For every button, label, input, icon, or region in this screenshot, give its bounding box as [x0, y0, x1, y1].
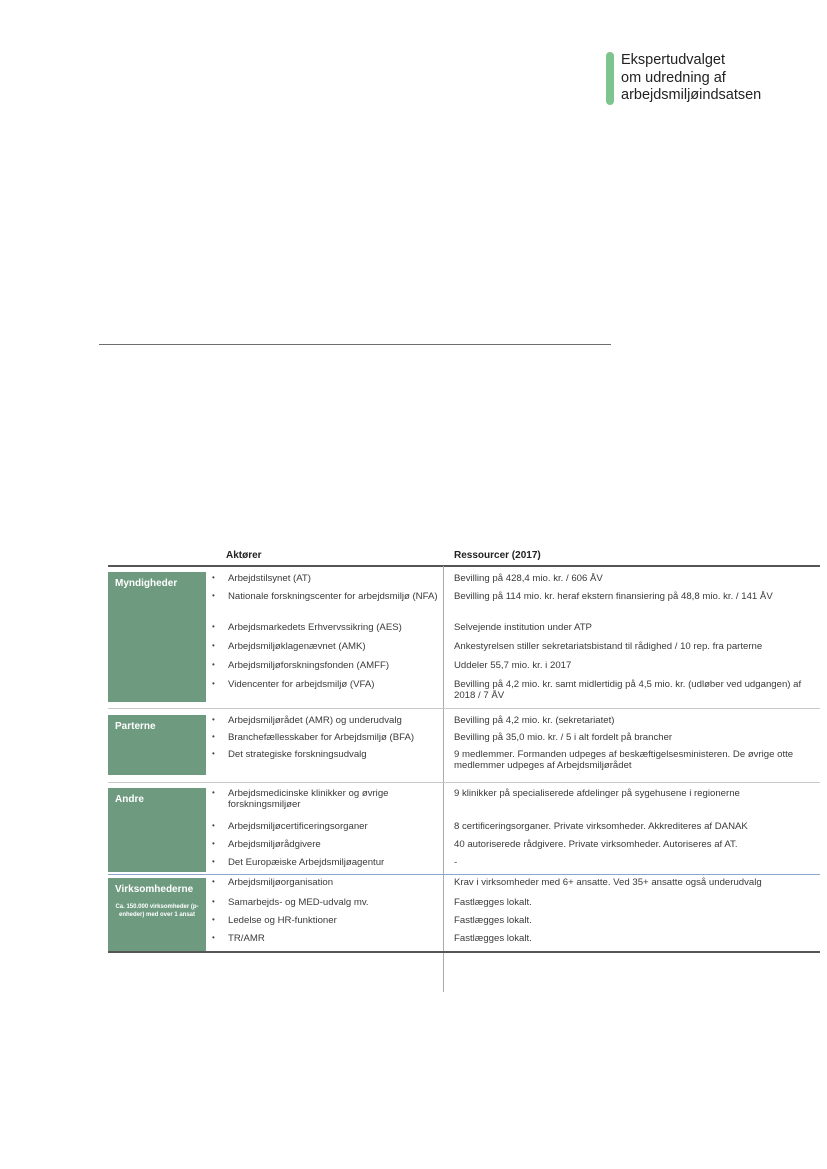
actor-cell: Arbejdstilsynet (AT) — [228, 573, 311, 584]
bullet-icon: • — [212, 660, 215, 669]
group-label-text: Myndigheder — [115, 578, 178, 589]
bullet-icon: • — [212, 897, 215, 906]
actor-cell: Samarbejds- og MED-udvalg mv. — [228, 897, 369, 908]
resource-cell: Bevilling på 4,2 mio. kr. (sekretariatet) — [454, 715, 615, 726]
group-label — [108, 788, 206, 872]
actor-cell: Arbejdsmedicinske klinikker og øvrige forskningsmiljøer — [228, 788, 389, 810]
group-label-text: Andre — [115, 794, 144, 805]
resource-cell: Ankestyrelsen stiller sekretariatsbistand til rådighed / 10 rep. fra parterne — [454, 641, 763, 652]
table-top-rule — [108, 565, 820, 567]
column-header-actors: Aktører — [226, 550, 262, 561]
bullet-icon: • — [212, 715, 215, 724]
bullet-icon: • — [212, 915, 215, 924]
brand-line-3: arbejdsmiljøindsatsen — [621, 87, 762, 103]
resource-cell: Uddeler 55,7 mio. kr. i 2017 — [454, 660, 572, 671]
actor-cell: Arbejdsmiljøcertificeringsorganer — [228, 821, 368, 832]
resource-cell: Fastlægges lokalt. — [454, 933, 532, 944]
bullet-icon: • — [212, 839, 215, 848]
column-header-resources: Ressourcer (2017) — [454, 550, 541, 561]
actor-cell: Det Europæiske Arbejdsmiljøagentur — [228, 857, 385, 868]
bullet-icon: • — [212, 857, 215, 866]
actor-cell: Arbejdsmiljørådet (AMR) og underudvalg — [228, 715, 402, 726]
resource-cell: 9 klinikker på specialiserede afdelinger på sygehusene i regionerne — [454, 788, 740, 799]
brand-line-1: Ekspertudvalget — [621, 52, 725, 68]
resource-cell: 8 certificeringsorganer. Private virksomheder. Akkrediteres af DANAK — [454, 821, 748, 832]
resource-cell: 9 medlemmer. Formanden udpeges af beskæftigelsesministeren. De øvrige otte medlemmer udpeges af Arbejdsmiljørådet — [454, 749, 794, 771]
actor-cell: Arbejdsmiljøforskningsfonden (AMFF) — [228, 660, 390, 671]
resource-cell: Fastlægges lokalt. — [454, 897, 532, 908]
bullet-icon: • — [212, 622, 215, 631]
actor-cell: Arbejdsmiljøorganisation — [228, 877, 334, 888]
group-label — [108, 878, 206, 952]
resource-cell: - — [454, 857, 458, 868]
brand-header — [606, 52, 761, 105]
bullet-icon: • — [212, 573, 215, 582]
resource-cell: Bevilling på 428,4 mio. kr. / 606 ÅV — [454, 573, 603, 584]
brand-line-2: om udredning af — [621, 69, 726, 86]
actor-cell: Arbejdsmarkedets Erhvervssikring (AES) — [228, 622, 402, 633]
bullet-icon: • — [212, 821, 215, 830]
actor-cell: Det strategiske forskningsudvalg — [228, 749, 367, 760]
table-bottom-rule — [108, 951, 820, 953]
group-separator — [108, 708, 820, 709]
bullet-icon: • — [212, 732, 215, 741]
resource-cell: Bevilling på 4,2 mio. kr. samt midlertidig på 4,5 mio. kr. (udløber ved udgangen) af 2018 / 7 ÅV — [454, 679, 802, 701]
group-separator — [108, 782, 820, 783]
resource-cell: Fastlægges lokalt. — [454, 915, 532, 926]
brand-accent-bar — [606, 52, 614, 105]
actor-cell: Videncenter for arbejdsmiljø (VFA) — [228, 679, 375, 690]
group-label-text: Virksomhederne — [115, 884, 194, 895]
brand-text — [621, 52, 761, 105]
bullet-icon: • — [212, 877, 215, 886]
actor-cell: Nationale forskningscenter for arbejdsmiljø (NFA) — [228, 591, 438, 602]
resource-cell: Krav i virksomheder med 6+ ansatte. Ved 35+ ansatte også underudvalg — [454, 877, 762, 888]
resource-cell: 40 autoriserede rådgivere. Private virksomheder. Autoriseres af AT. — [454, 839, 738, 850]
actor-cell: TR/AMR — [228, 933, 265, 944]
bullet-icon: • — [212, 933, 215, 942]
bullet-icon: • — [212, 749, 215, 758]
group-label — [108, 572, 206, 702]
section-divider — [99, 344, 611, 345]
actor-cell: Ledelse og HR-funktioner — [228, 915, 337, 926]
bullet-icon: • — [212, 679, 215, 688]
actor-cell: Branchefællesskaber for Arbejdsmiljø (BFA) — [228, 732, 415, 743]
bullet-icon: • — [212, 788, 215, 797]
actor-cell: Arbejdsmiljøklagenævnet (AMK) — [228, 641, 366, 652]
group-separator — [108, 874, 820, 875]
bullet-icon: • — [212, 641, 215, 650]
actor-cell: Arbejdsmiljørådgivere — [228, 839, 321, 850]
resource-cell: Bevilling på 35,0 mio. kr. / 5 i alt fordelt på brancher — [454, 732, 673, 743]
column-divider — [443, 566, 444, 992]
group-sublabel: Ca. 150.000 virksomheder (p-enheder) med over 1 ansat — [115, 904, 199, 918]
resource-cell: Selvejende institution under ATP — [454, 622, 592, 633]
actors-resources-table — [108, 546, 820, 992]
bullet-icon: • — [212, 591, 215, 600]
group-label — [108, 715, 206, 775]
group-label-text: Parterne — [115, 721, 156, 732]
resource-cell: Bevilling på 114 mio. kr. heraf ekstern finansiering på 48,8 mio. kr. / 141 ÅV — [454, 591, 773, 602]
